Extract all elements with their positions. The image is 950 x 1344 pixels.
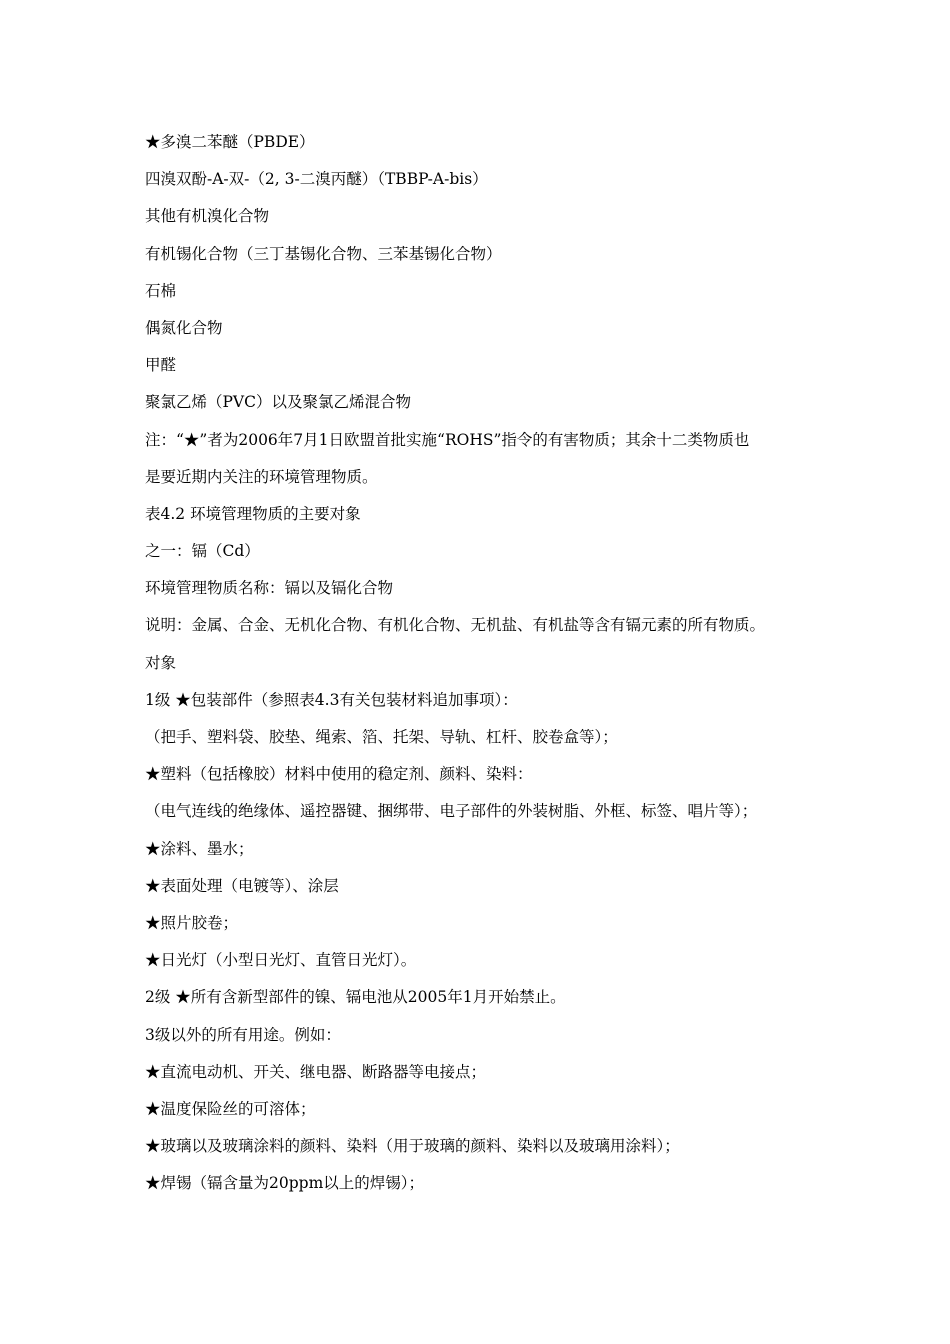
text-line: ★照片胶卷； <box>145 913 239 932</box>
document-body <box>145 124 815 1202</box>
text-line: 环境管理物质名称：镉以及镉化合物 <box>145 579 394 598</box>
text-line: ★多溴二苯醚（PBDE） <box>145 133 315 151</box>
note-line: 注：“★”者为2006年7月1日欧盟首批实施“ROHS”指令的有害物质；其余十二类物质也 <box>145 430 750 449</box>
text-line: （把手、塑料袋、胶垫、绳索、箔、托架、导轨、杠杆、胶卷盒等）； <box>145 728 618 746</box>
text-line: ★塑料（包括橡胶）材料中使用的稳定剂、颜料、染料： <box>145 765 533 784</box>
text-line: 3级以外的所有用途。例如： <box>145 1025 341 1044</box>
text-line: 四溴双酚-A-双-（2, 3-二溴丙醚）（TBBP-A-bis） <box>145 170 488 189</box>
text-line: ★焊锡（镉含量为20ppm以上的焊锡）； <box>145 1174 425 1193</box>
text-line: ★直流电动机、开关、继电器、断路器等电接点； <box>145 1062 487 1081</box>
table-caption: 表4.2 环境管理物质的主要对象 <box>145 504 361 523</box>
text-line: ★涂料、墨水； <box>145 839 254 858</box>
text-line: （电气连线的绝缘体、遥控器键、捆绑带、电子部件的外装树脂、外框、标签、唱片等）； <box>145 802 758 821</box>
text-line: 甲醛 <box>145 356 177 375</box>
text-line: 有机锡化合物（三丁基锡化合物、三苯基锡化合物） <box>145 244 502 263</box>
text-line: ★表面处理（电镀等）、涂层 <box>145 876 339 895</box>
text-line: 之一：镉（Cd） <box>145 542 260 561</box>
text-line: 石棉 <box>145 281 177 300</box>
text-line: ★温度保险丝的可溶体； <box>145 1099 316 1118</box>
text-line: 2级 ★所有含新型部件的镍、镉电池从2005年1月开始禁止。 <box>145 988 566 1007</box>
text-line: ★玻璃以及玻璃涂料的颜料、染料（用于玻璃的颜料、染料以及玻璃用涂料）； <box>145 1137 680 1156</box>
text-line: 聚氯乙烯（PVC）以及聚氯乙烯混合物 <box>145 393 411 412</box>
text-line: 其他有机溴化合物 <box>145 207 270 226</box>
text-line: ★日光灯（小型日光灯、直管日光灯）。 <box>145 951 417 970</box>
text-line: 偶氮化合物 <box>145 318 223 337</box>
text-line: 对象 <box>145 653 177 672</box>
text-line: 1级 ★包装部件（参照表4.3有关包装材料追加事项）： <box>145 690 518 709</box>
note-line: 是要近期内关注的环境管理物质。 <box>145 467 378 486</box>
text-line: 说明：金属、合金、无机化合物、有机化合物、无机盐、有机盐等含有镉元素的所有物质。 <box>145 616 766 635</box>
